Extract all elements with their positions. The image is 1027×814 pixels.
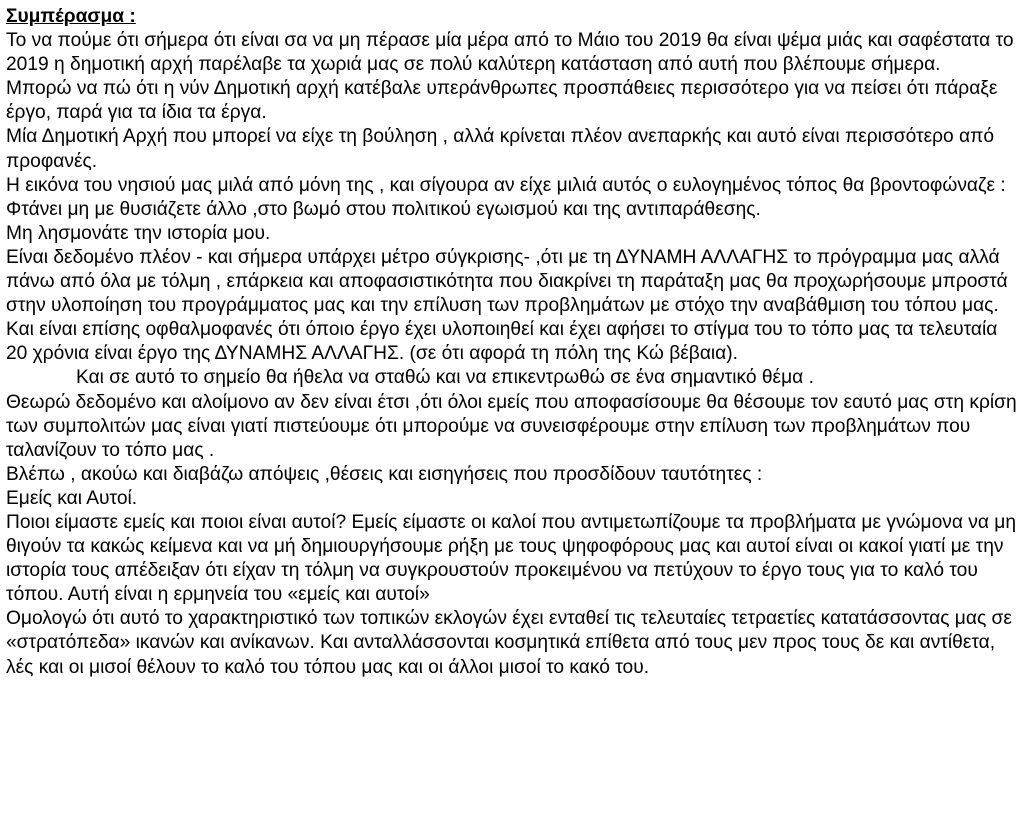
paragraph-12: Εμείς και Αυτοί. — [6, 487, 138, 509]
paragraph-7: Είναι δεδομένο πλέον - και σήμερα υπάρχει μέτρο σύγκρισης- ,ότι με τη ΔΥΝΑΜΗ ΑΛΛΑΓΗΣ το πρόγραμμα μας αλλά πάνω από όλα με τόλμη , επάρκεια και αποφασιστικότητα που διακρίνει τη παράταξη μας θα προχωρήσουμε μπροστά στην υλοποίηση του προγράμματος μας και την επίλυση των προβλημάτων με στόχο την αναβάθμιση του τόπου μας. — [6, 246, 1008, 317]
paragraph-14: Ομολογώ ότι αυτό το χαρακτηριστικό των τοπικών εκλογών έχει ενταθεί τις τελευταίες τετραετίες κατατάσσοντας μας σε «στρατόπεδα» ικανών και ανίκανων. Και ανταλλάσσονται κοσμητικά επίθετα από τους μεν προς τους δε και αντίθετα, λές και οι μισοί θέλουν το καλό του τόπου μας και οι άλλοι μισοί το κακό του. — [6, 608, 1012, 678]
paragraph-5: Φτάνει μη με θυσιάζετε άλλο ,στο βωμό στου πολιτικού εγωισμού και της αντιπαράθεσης. — [6, 198, 761, 220]
paragraph-13: Ποιοι είμαστε εμείς και ποιοι είναι αυτοί? Εμείς είμαστε οι καλοί που αντιμετωπίζουμε τα προβλήματα με γνώμονα να μη θιγούν τα κακώς κείμενα και να μή δημιουργήσουμε ρήξη με τους ψηφοφόρους μας και αυτοί είναι οι κακοί γιατί με την ιστορία τους απέδειξαν ότι είχαν τη τόλμη να συγκρουστούν προκειμένου να πετύχουν το έργο τους για το καλό του τόπου. Αυτή είναι η ερμηνεία του «εμείς και αυτοί» — [6, 511, 1017, 606]
paragraph-11: Βλέπω , ακούω και διαβάζω απόψεις ,θέσεις και εισηγήσεις που προσδίδουν ταυτότητες : — [6, 463, 763, 485]
paragraph-9-indented: Και σε αυτό το σημείο θα ήθελα να σταθώ και να επικεντρωθώ σε ένα σημαντικό θέμα . — [76, 367, 814, 389]
paragraph-4: Η εικόνα του νησιού μας μιλά από μόνη της , και σίγουρα αν είχε μιλιά αυτός ο ευλογημένος τόπος θα βροντοφώναζε : — [6, 174, 1006, 196]
paragraph-8: Και είναι επίσης οφθαλμοφανές ότι όποιο έργο έχει υλοποιηθεί και έχει αφήσει το στίγμα του το τόπο μας τα τελευταία 20 χρόνια είναι έργο της ΔΥΝΑΜΗΣ ΑΛΛΑΓΗΣ. (σε ότι αφορά τη πόλη της Κώ βέβαια). — [6, 319, 998, 365]
paragraph-2: Μπορώ να πώ ότι η νύν Δημοτική αρχή κατέβαλε υπεράνθρωπες προσπάθειες περισσότερο για να πείσει ότι πάραξε έργο, παρά για τα ίδια τα έργα. — [6, 78, 998, 124]
paragraph-6: Μη λησμονάτε την ιστορία μου. — [6, 222, 271, 244]
paragraph-1: Το να πούμε ότι σήμερα ότι είναι σα να μη πέρασε μία μέρα από το Μάιο του 2019 θα είναι ψέμα μιάς και σαφέστατα το 2019 η δημοτική αρχή παρέλαβε τα χωριά μας σε πολύ καλύτερη κατάσταση από αυτή που βλέπουμε σήμερα. — [6, 30, 1014, 76]
section-heading: Συμπέρασμα : — [6, 6, 136, 27]
paragraph-3: Μία Δημοτική Αρχή που μπορεί να είχε τη βούληση , αλλά κρίνεται πλέον ανεπαρκής και αυτό είναι περισσότερο από προφανές. — [6, 126, 995, 172]
paragraph-10: Θεωρώ δεδομένο και αλοίμονο αν δεν είναι έτσι ,ότι όλοι εμείς που αποφασίσουμε θα θέσουμε τον εαυτό μας στη κρίση των συμπολιτών μας είναι γιατί πιστεύουμε ότι μπορούμε να συνεισφέρουμε στην επίλυση των προβλημάτων που ταλανίζουν το τόπο μας . — [6, 391, 1017, 461]
